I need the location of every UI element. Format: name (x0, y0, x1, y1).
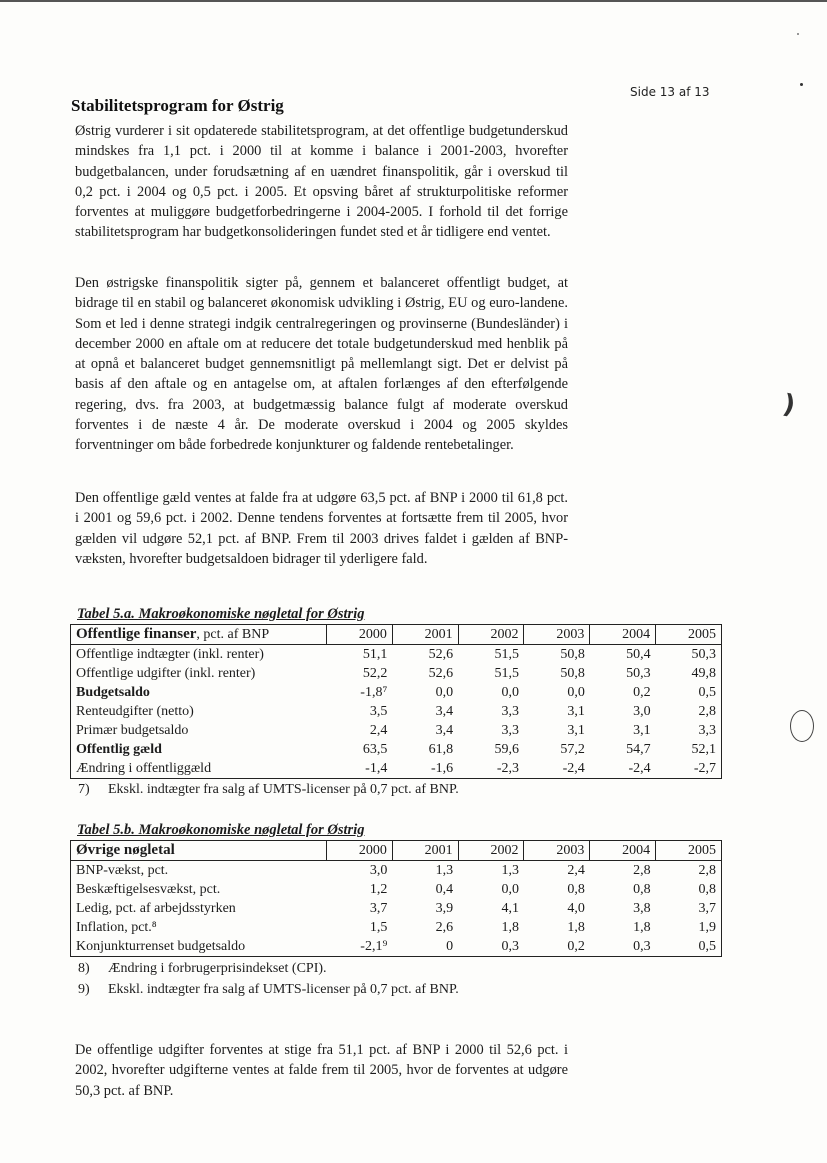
table-cell: 51,1 (362, 647, 388, 662)
year-header: 2005 (656, 841, 722, 861)
table-cell: 59,6 (494, 742, 519, 757)
year-header: 2004 (590, 625, 656, 645)
table-cell: 0,2 (524, 937, 590, 957)
table-cell: 0,0 (501, 882, 519, 897)
table-header-row (71, 841, 722, 861)
footnote-8 (78, 961, 327, 977)
table-row (71, 937, 722, 957)
table-header-row (71, 625, 722, 645)
table-cell: -2,3 (458, 759, 524, 779)
table-cell: 1,8 (501, 920, 519, 935)
table-cell: 3,3 (698, 723, 716, 738)
table-cell: 0,8 (567, 882, 585, 897)
table-cell: 51,5 (494, 666, 519, 681)
year-header: 2001 (392, 841, 458, 861)
scan-speck (800, 83, 803, 86)
table-cell: -2,7 (656, 759, 722, 779)
row-label: Offentlige udgifter (inkl. renter) (76, 666, 256, 681)
table-cell: 49,8 (691, 666, 716, 681)
table-cell: 51,5 (494, 647, 519, 662)
punch-hole-mark (790, 710, 814, 742)
row-label: Renteudgifter (netto) (76, 704, 194, 719)
year-header: 2003 (524, 625, 590, 645)
table-cell: 3,1 (567, 704, 585, 719)
table-header-label (71, 841, 327, 861)
table-cell: 52,6 (428, 647, 454, 662)
table-cell: 52,1 (691, 742, 716, 757)
table-cell: 63,5 (362, 742, 388, 757)
table-cell: 3,7 (698, 901, 716, 916)
table-cell: 54,7 (626, 742, 651, 757)
table-cell: 50,8 (560, 647, 585, 662)
paragraph-fiscal-policy: Den østrigske finanspolitik sigter på, gennem et balanceret offentligt budget, at bidrage til en stabil og balanceret økonomisk udvikling i Østrig, EU og euro-landene. Som et led i denne strategi indgik centralregeringen og provinserne (Bundesländer) i december 2000 en aftale om at reducere det totale budgetunderskud med henblik på at opnå et balanceret budget gennemsnitligt på mellemlangt sigt. Det er delvist på basis af den aftale og en antagelse om, at aftalen forlænges af den efterfølgende regering, dvs. fra 2003, at budgetmæssig balance fulgt af moderate overskud forventes i de næste 4 år. De moderate overskud i 2004 og 2005 skyldes forventninger om både forbedrede konjunkturer og faldende rentebetalinger. (75, 275, 568, 454)
table-cell: 1,8 (567, 920, 585, 935)
year-header: 2002 (458, 841, 524, 861)
table-cell: 3,5 (369, 704, 388, 719)
table-row (71, 702, 722, 721)
table-cell: 3,0 (633, 704, 651, 719)
table-cell: 0,3 (590, 937, 656, 957)
table-other-indicators (70, 840, 722, 957)
row-label: Beskæftigelsesvækst, pct. (76, 882, 221, 897)
footnote-text: Ekskl. indtægter fra salg af UMTS-licenser på 0,7 pct. af BNP. (108, 982, 459, 997)
table-cell: 50,3 (691, 647, 716, 662)
footnote-number: 9) (78, 982, 90, 997)
table-public-finances (70, 624, 722, 779)
table-row (71, 683, 722, 702)
table-cell: 3,4 (435, 723, 454, 738)
row-label: Offentlig gæld (76, 742, 162, 757)
footnote-number: 7) (78, 782, 90, 797)
table-cell: 1,9 (698, 920, 716, 935)
year-header: 2002 (458, 625, 524, 645)
table-cell: 61,8 (428, 742, 454, 757)
table-row (71, 880, 722, 899)
table-cell: -2,4 (524, 759, 590, 779)
table-cell: 4,1 (501, 901, 519, 916)
table-cell: 2,4 (369, 723, 388, 738)
table-header-label (71, 625, 327, 645)
page-number: Side 13 af 13 (630, 85, 710, 99)
section-title: Stabilitetsprogram for Østrig (71, 96, 284, 115)
year-header: 2000 (327, 625, 393, 645)
year-header: 2005 (656, 625, 722, 645)
table-cell: -2,4 (590, 759, 656, 779)
table-row (71, 899, 722, 918)
table-a-caption: Tabel 5.a. Makroøkonomiske nøgletal for Østrig (77, 606, 365, 622)
table-cell: 50,8 (560, 666, 585, 681)
footnote-text: Ekskl. indtægter fra salg af UMTS-licenser på 0,7 pct. af BNP. (108, 782, 459, 797)
table-cell: 2,6 (435, 920, 454, 935)
year-header: 2000 (327, 841, 393, 861)
table-cell: 2,8 (698, 704, 716, 719)
punch-hole-mark: ) (780, 389, 798, 421)
table-row (71, 759, 722, 779)
row-label: Ledig, pct. af arbejdsstyrken (76, 901, 236, 916)
table-cell: -2,1⁹ (327, 937, 393, 957)
table-cell: 0,2 (633, 685, 651, 700)
table-cell: 2,8 (698, 863, 716, 878)
table-cell: 0,5 (656, 937, 722, 957)
table-cell: 0,8 (698, 882, 716, 897)
scan-speck (797, 33, 799, 35)
year-header: 2001 (392, 625, 458, 645)
table-cell: 0,8 (633, 882, 651, 897)
table-cell: 0,0 (501, 685, 519, 700)
table-cell: 1,8 (633, 920, 651, 935)
table-cell: 1,3 (435, 863, 454, 878)
table-cell: 2,4 (567, 863, 585, 878)
paragraph-intro: Østrig vurderer i sit opdaterede stabilitetsprogram, at det offentlige budgetunderskud mindskes fra 1,1 pct. i 2000 til at komme i balance i 2001-2003, hvorefter budgetbalancen, under forudsætning af en uændret finanspolitik, går i overskud til 0,2 pct. i 2004 og 0,5 pct. i 2005. Et opsving båret af strukturpolitiske reformer forventes at muliggøre budgetforbedringerne i 2004-2005. I forhold til det forrige stabilitetsprogram har budgetkonsolideringen fundet sted et år tidligere end ventet. (75, 123, 568, 241)
table-cell: 3,3 (501, 723, 519, 738)
row-label: Primær budgetsaldo (76, 723, 189, 738)
table-b-caption: Tabel 5.b. Makroøkonomiske nøgletal for Østrig (77, 822, 365, 838)
header-bold-label: Offentlige finanser (76, 626, 197, 642)
table-cell: 57,2 (560, 742, 585, 757)
header-bold-label: Øvrige nøgletal (76, 842, 175, 858)
table-cell: 4,0 (567, 901, 585, 916)
table-cell: -1,6 (392, 759, 458, 779)
table-cell: 50,3 (626, 666, 651, 681)
table-cell: 1,3 (501, 863, 519, 878)
table-row (71, 721, 722, 740)
table-cell: 3,1 (567, 723, 585, 738)
table-cell: 52,6 (428, 666, 454, 681)
footnote-9 (78, 982, 459, 998)
row-label: Budgetsaldo (76, 685, 150, 700)
footnote-7 (78, 782, 459, 798)
table-cell: -1,8⁷ (360, 685, 388, 700)
table-cell: -1,4 (327, 759, 393, 779)
paragraph-public-debt: Den offentlige gæld ventes at falde fra at udgøre 63,5 pct. af BNP i 2000 til 61,8 pct. i 2001 og 59,6 pct. i 2002. Denne tendens forventes at fortsætte frem til 2005, hvor gælden vil udgøre 52,1 pct. af BNP. Frem til 2003 drives faldet i gælden af BNP-væksten, hvorefter budgetsaldoen bidrager til yderligere fald. (75, 490, 568, 567)
table-cell: 0,3 (458, 937, 524, 957)
paragraph-public-expenditure: De offentlige udgifter forventes at stige fra 51,1 pct. af BNP i 2000 til 52,6 pct. i 2002, hvorefter udgifterne ventes at falde frem til 2005, hvor de forventes at udgøre 50,3 pct. af BNP. (75, 1042, 568, 1099)
table-cell: 3,3 (501, 704, 519, 719)
table-cell: 3,8 (633, 901, 651, 916)
table-row (71, 645, 722, 665)
table-cell: 3,1 (633, 723, 651, 738)
table-cell: 52,2 (362, 666, 388, 681)
table-cell: 0,0 (567, 685, 585, 700)
table-cell: 0 (392, 937, 458, 957)
row-label: Inflation, pct.⁸ (76, 920, 157, 935)
table-cell: 1,5 (369, 920, 388, 935)
row-label: Konjunkturrenset budgetsaldo (71, 937, 327, 957)
row-label: Ændring i offentliggæld (71, 759, 327, 779)
table-cell: 3,0 (369, 863, 388, 878)
table-row (71, 918, 722, 937)
year-header: 2003 (524, 841, 590, 861)
table-cell: 2,8 (633, 863, 651, 878)
table-row (71, 740, 722, 759)
footnote-number: 8) (78, 961, 90, 976)
table-cell: 0,0 (435, 685, 454, 700)
table-row (71, 861, 722, 881)
footnote-text: Ændring i forbrugerprisindekset (CPI). (108, 961, 327, 976)
table-cell: 1,2 (369, 882, 388, 897)
year-header: 2004 (590, 841, 656, 861)
table-row (71, 664, 722, 683)
header-unit-label: , pct. af BNP (196, 627, 270, 642)
table-cell: 3,9 (435, 901, 454, 916)
table-cell: 3,7 (369, 901, 388, 916)
row-label: BNP-vækst, pct. (76, 863, 169, 878)
row-label: Offentlige indtægter (inkl. renter) (76, 647, 264, 662)
scan-top-edge (0, 0, 827, 2)
table-cell: 50,4 (626, 647, 651, 662)
table-cell: 0,4 (435, 882, 454, 897)
table-cell: 3,4 (435, 704, 454, 719)
table-cell: 0,5 (698, 685, 716, 700)
